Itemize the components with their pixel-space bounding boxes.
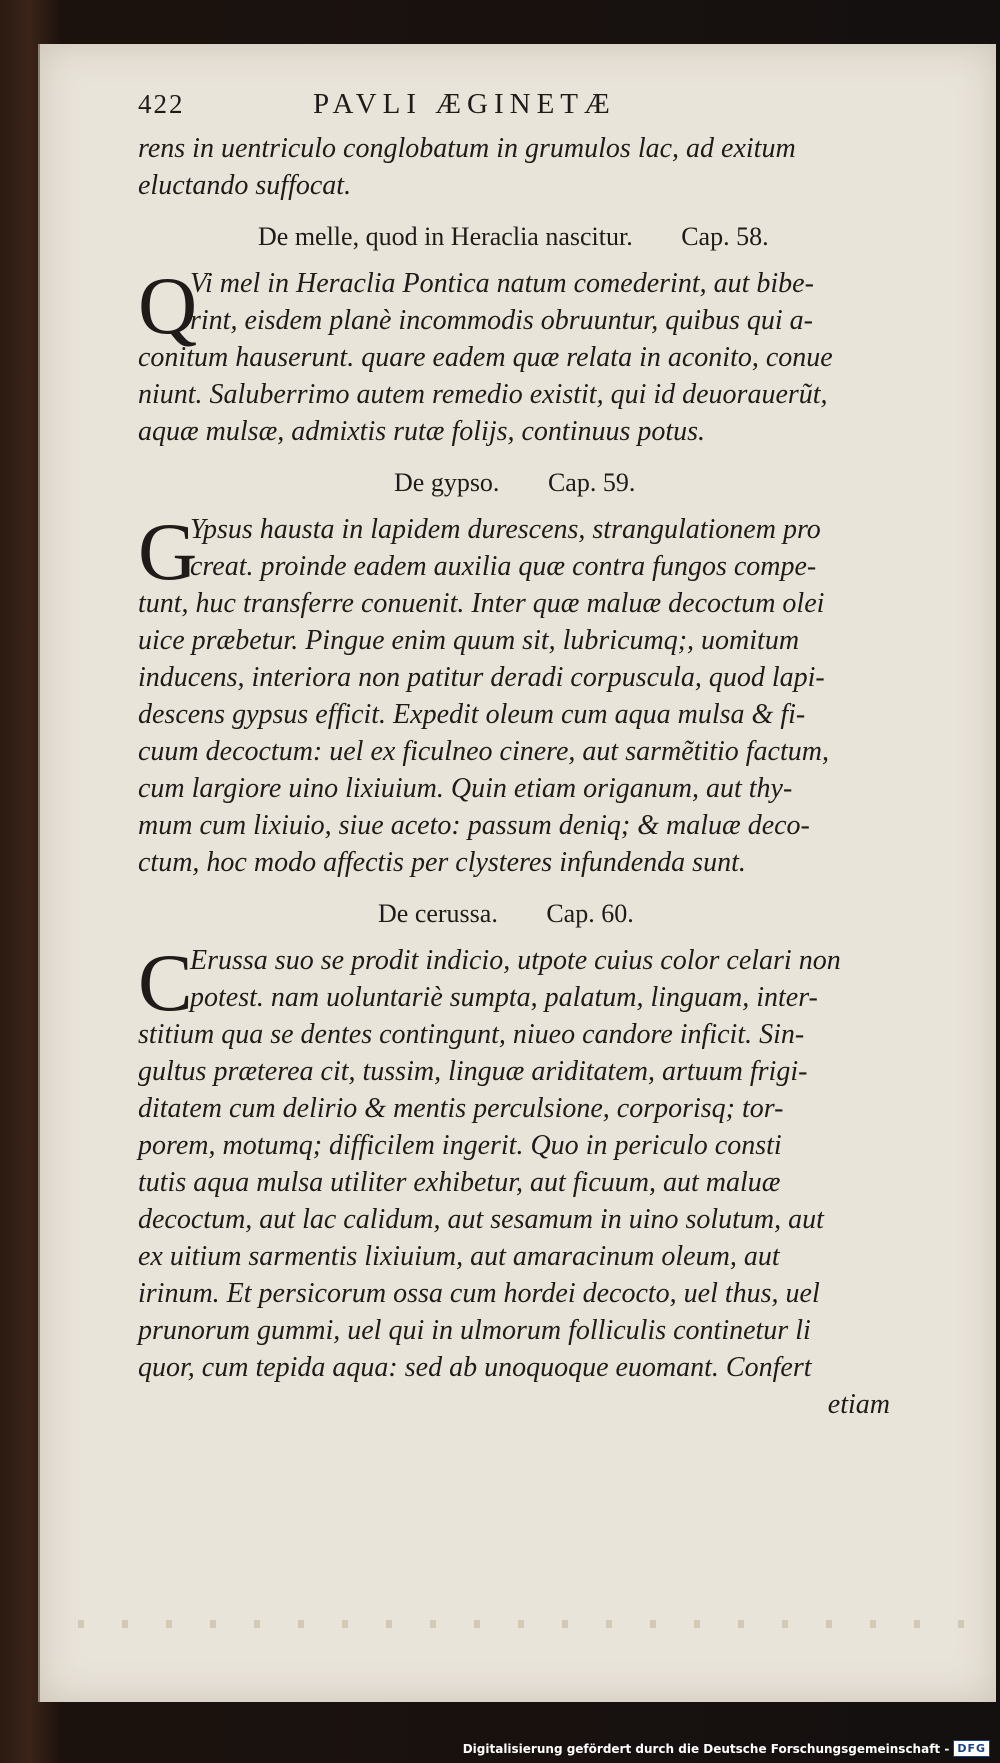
chapter-number: Cap. 59. bbox=[547, 468, 636, 497]
text-line: potest. nam uoluntariè sumpta, palatum, linguam, inter- bbox=[190, 982, 818, 1013]
chapter-60-body bbox=[138, 937, 898, 1423]
chapter-heading-59 bbox=[138, 464, 898, 501]
text-line: mum cum lixiuio, siue aceto: passum deniq; & maluæ deco- bbox=[138, 810, 810, 841]
page-text bbox=[138, 86, 898, 1423]
chapter-number: Cap. 58. bbox=[681, 222, 769, 251]
text-line: Erussa suo se prodit indicio, utpote cuius color celari non bbox=[190, 945, 841, 976]
text-line: ctum, hoc modo affectis per clysteres infundenda sunt. bbox=[138, 847, 746, 878]
text-line: rint, eisdem planè incommodis obruuntur, quibus qui a- bbox=[190, 305, 813, 336]
dfg-logo-icon: DFG bbox=[953, 1740, 990, 1757]
text-line: Vi mel in Heraclia Pontica natum comederint, aut bibe- bbox=[190, 268, 814, 299]
drop-cap: C bbox=[138, 937, 193, 1028]
text-line: rens in uentriculo conglobatum in grumulos lac, ad exitum bbox=[138, 133, 796, 164]
text-line: conitum hauserunt. quare eadem quæ relata in aconito, conue bbox=[138, 342, 833, 373]
chapter-title: De gypso. bbox=[394, 468, 500, 497]
text-line: creat. proinde eadem auxilia quæ contra fungos compe- bbox=[190, 551, 817, 582]
chapter-number: Cap. 60. bbox=[546, 899, 634, 928]
continued-paragraph bbox=[138, 130, 898, 204]
drop-cap: Q bbox=[138, 260, 198, 351]
text-line: aquæ mulsæ, admixtis rutæ folijs, continuus potus. bbox=[138, 416, 706, 447]
text-line: niunt. Saluberrimo autem remedio existit, qui id deuorauerũt, bbox=[138, 379, 828, 410]
text-line: porem, motumq; difficilem ingerit. Quo in periculo consti bbox=[138, 1130, 782, 1161]
chapter-59-body bbox=[138, 506, 898, 881]
catchword: etiam bbox=[827, 1389, 890, 1420]
chapter-heading-58 bbox=[138, 218, 898, 255]
text-line: cum largiore uino lixiuium. Quin etiam origanum, aut thy- bbox=[138, 773, 793, 804]
chapter-title: De cerussa. bbox=[378, 899, 498, 928]
text-line: descens gypsus efficit. Expedit oleum cum aqua mulsa & fi- bbox=[138, 699, 806, 730]
text-line: Ypsus hausta in lapidem durescens, strangulationem pro bbox=[190, 514, 821, 545]
text-line: uice præbetur. Pingue enim quum sit, lubricumq;, uomitum bbox=[138, 625, 800, 656]
text-line: ditatem cum delirio & mentis perculsione, corporisq; tor- bbox=[138, 1093, 784, 1124]
running-title: PAVLI ÆGINETÆ bbox=[313, 88, 616, 120]
drop-cap: G bbox=[138, 506, 198, 597]
chapter-heading-60 bbox=[138, 895, 898, 932]
text-line: quor, cum tepida aqua: sed ab unoquoque euomant. Confert bbox=[138, 1352, 812, 1383]
text-line: stitium qua se dentes contingunt, niueo candore inficit. Sin- bbox=[138, 1019, 805, 1050]
chapter-title: De melle, quod in Heraclia nascitur. bbox=[258, 222, 633, 251]
text-line: inducens, interiora non patitur deradi corpuscula, quod lapi- bbox=[138, 662, 825, 693]
text-line: decoctum, aut lac calidum, aut sesamum in uino solutum, aut bbox=[138, 1204, 824, 1235]
text-line: prunorum gummi, uel qui in ulmorum folliculis continetur li bbox=[138, 1315, 811, 1346]
text-line: tunt, huc transferre conuenit. Inter quæ maluæ decoctum olei bbox=[138, 588, 825, 619]
credit-text: Digitalisierung gefördert durch die Deutsche Forschungsgemeinschaft - bbox=[462, 1741, 950, 1756]
text-line: eluctando suffocat. bbox=[138, 170, 352, 201]
text-line: ex uitium sarmentis lixiuium, aut amaracinum oleum, aut bbox=[138, 1241, 780, 1272]
chapter-58-body bbox=[138, 260, 898, 450]
text-line: irinum. Et persicorum ossa cum hordei decocto, uel thus, uel bbox=[138, 1278, 820, 1309]
running-head bbox=[138, 86, 898, 130]
page-number: 422 bbox=[138, 89, 185, 119]
text-line: cuum decoctum: uel ex ficulneo cinere, aut sarmẽtitio factum, bbox=[138, 736, 829, 767]
digitization-credit bbox=[463, 1740, 990, 1757]
paper-texture-band bbox=[78, 1620, 1000, 1628]
text-line: gultus præterea cit, tussim, linguæ ariditatem, artuum frigi- bbox=[138, 1056, 808, 1087]
text-line: tutis aqua mulsa utiliter exhibetur, aut ficuum, aut maluæ bbox=[138, 1167, 781, 1198]
